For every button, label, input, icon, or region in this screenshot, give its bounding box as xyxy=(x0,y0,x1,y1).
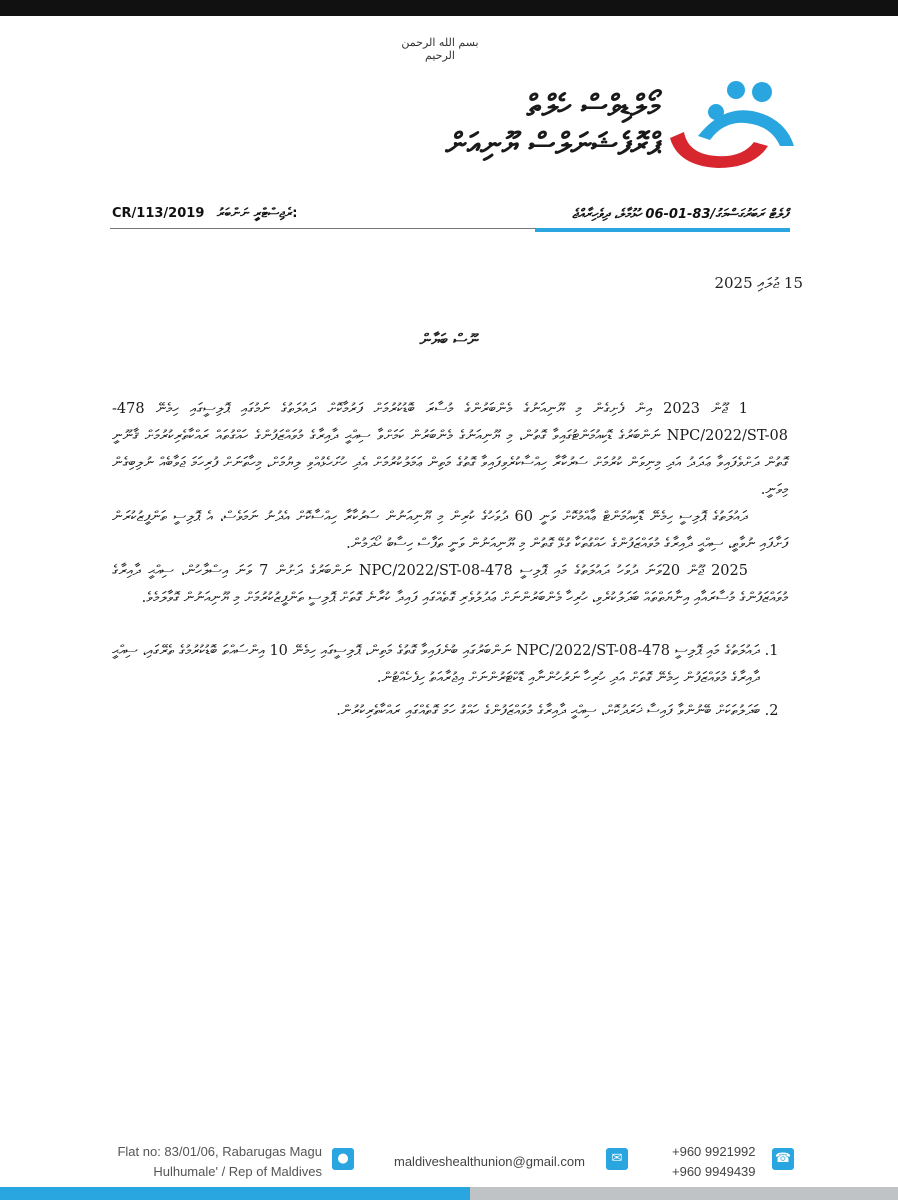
footer-address xyxy=(112,1142,322,1182)
org-name-line1: މޯލްޑިވްސް ހެލްތް xyxy=(526,89,660,124)
letter-date: 15 ޖުލައި 2025 xyxy=(714,274,803,292)
paragraph-3: 2025 ޖޫން 20ވަނަ ދުވަހު ދައުލަތުގެ މައި ޕޮލިސީ 478-NPC/2022/ST-08 ނަންބަރުގެ ދަށުން 7 ވަނަ އިސްލާހުން، ސިއްޙީ ދާއިރާގެ މުވައްޒަފުންގެ މުސާރައާއި އިނާޔަތްތައް ބަދަލުކުރެވި، ހުރިހާ މެންބަރުންނަށް ޢަދުލުވެރި ގޮތެއްގައި ފައިދާ ކުރާނެ ގޮތަށް ޕޮލިސީ ތަންފީޒުކުރުމަށް މި ޔޫނިއަނުން ގޮވާލަމެވެ. xyxy=(112,563,788,606)
paragraph-1: 1 ޖޫން 2023 އިން ފެށިގެން މި ޔޫނިއަނުގެ މެންބަރުންގެ މުސާރަ ބޮޑުކުރުމަށް ފަރުމާކޮށް ދައުލަތުގެ ނަމުގައި ޕޮލިސީގައި ހިމެނޭ 478-NPC/2022/ST-08 ނަންބަރުގެ ޑޮކިއުމަންޓުގައިވާ ގޮތުން، މި ޔޫނިއަނުގެ މެންބަރުން ކަމަށްވާ ސިއްޙީ ދާއިރާގެ މުވައްޒަފުންގެ ހައްގުތައް ރައްކާތެރިކުރުމަށް ޤާނޫނީ ގޮތުން ދަށްވެފައިވާ ޢަދަދު އަދި މިނިވަން ކުރުމަށް ސަރުކާރާ ހިއްސާކުރެވިފައިވާ ގޮތުގެ މަތިން ޢަމަލުކުރުމަށް އެދި ހުށަހެޅުއްވި ލިޔުމަށް، މިހާތަނަށް ފުރިހަމަ ޖަވާބެއް ނުލިބިގެން މިވަނީ. xyxy=(112,401,788,498)
registration-label: ރެޖިސްޓްރީ ނަންބަރު: xyxy=(216,206,298,221)
list-item: 1. ދައުލަތުގެ މައި ޕޮލިސީ 478-NPC/2022/ST-08 ނަންބަރުގައި ބުނެފައިވާ ގޮތުގެ މަތިން، ޕޮލިސީގައި ހިމެނޭ 10 އިންސައްތަ ބޮޑުކުރުމުގެ ތެރޭގައި، ސިއްޙީ ދާއިރާގެ މުވައްޒަފުން ހިމެނޭ ގޮތަށް އަދި ހުރިހާ ނަރުހުންނާއި ޑޮކްޓަރުންނަށް އިޖުރާއަތު ހިފެހެއްޓުން. xyxy=(112,638,760,692)
footer-phone-2[interactable]: +960 9949439 xyxy=(672,1164,756,1179)
organization-name xyxy=(360,88,660,164)
bismillah-calligraphy: بسم الله الرحمن الرحيم xyxy=(401,36,479,62)
header-accent-rule xyxy=(535,228,790,232)
bottom-bar-grey xyxy=(470,1187,898,1200)
logo-head-top xyxy=(727,81,745,99)
org-name-line2: ޕްރޮފެޝަނަލްސް ޔޫނިއަން xyxy=(445,127,660,162)
letter-body xyxy=(112,396,788,731)
numbered-list xyxy=(112,638,788,725)
header-rule xyxy=(110,228,535,229)
header-address: ފްލެޓް ރަބަރުގަސްމަގު/83-01-06 ހުޅުމާލެ، ދިވެހިރާއްޖެ xyxy=(572,207,788,222)
footer-phones xyxy=(672,1142,756,1182)
footer-address-line1: Flat no: 83/01/06, Rabarugas Magu xyxy=(117,1144,322,1159)
union-logo xyxy=(668,76,796,172)
registration-block xyxy=(112,206,297,221)
paragraph-2: ދައުލަތުގެ ޕޮލިސީ ހިމެނޭ ޑޮކިއުމަންޓް ޢާއްމުކޮށް ވަނީ 60 ދުވަހުގެ ކުރިން މި ޔޫނިއަނުން ސަރުކާރާ ހިއްސާކޮށް އެދުނު ނަމަވެސް، އެ ޕޮލިސީ ތަންފީޒުކުރަން ފަށާފައި ނުވާތީ، ސިއްޙީ ދާއިރާގެ މުވައްޒަފުންގެ ހައްގުތަކާ ގުޅޭ ގޮތުން މި ޔޫނިއަނުން ވަނީ ތަފާސް ހިސާބު ހޯދަމުން. xyxy=(112,509,788,552)
phone-icon: ☎ xyxy=(772,1148,794,1170)
top-bar xyxy=(0,0,898,16)
letter-heading: ނޫސް ބަޔާން xyxy=(419,330,479,349)
logo-head-right xyxy=(752,82,772,102)
registration-number: CR/113/2019 xyxy=(112,206,205,221)
footer-phone-1[interactable]: +960 9921992 xyxy=(672,1144,756,1159)
mail-icon: ✉ xyxy=(606,1148,628,1170)
list-item: 2. ބަދަލުތަކަށް ބޭނުންވާ ފައިސާ ޚަރަދުކޮށް، ސިއްޙީ ދާއިރާގެ މުވައްޒަފުންގެ ހައްގު ހަމަ ގޮތެއްގައި ރައްކާތެރިކުރުން. xyxy=(112,698,760,725)
footer-address-line2: Hulhumale' / Rep of Maldives xyxy=(153,1164,322,1179)
logo-red-arc xyxy=(670,132,768,168)
footer-email[interactable]: maldiveshealthunion@gmail.com xyxy=(394,1154,585,1169)
location-pin-icon: ● xyxy=(332,1148,354,1170)
